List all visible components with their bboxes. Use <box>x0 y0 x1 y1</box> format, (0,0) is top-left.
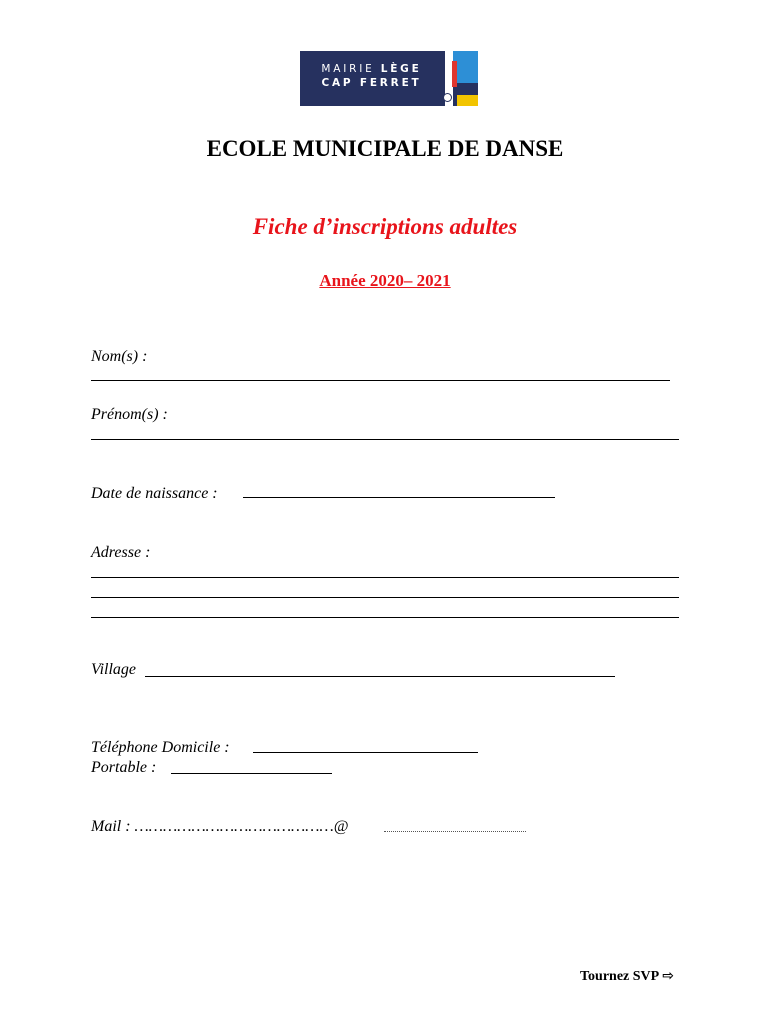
nom-field[interactable] <box>91 380 670 381</box>
adresse-field-line-1[interactable] <box>91 577 679 578</box>
turn-page-note <box>580 968 674 985</box>
turn-page-label: Tournez SVP <box>580 969 660 984</box>
nom-label: Nom(s) : <box>91 348 148 365</box>
mail-label: Mail : ……………………………………@ <box>91 818 349 835</box>
adresse-field-line-3[interactable] <box>91 617 679 618</box>
portable-label: Portable : <box>91 759 157 776</box>
village-label: Village <box>91 661 137 678</box>
village-field[interactable] <box>145 676 615 677</box>
school-year: Année 2020– 2021 <box>319 271 451 290</box>
logo-wordmark <box>300 62 443 90</box>
telephone-field[interactable] <box>253 752 478 753</box>
portable-field[interactable] <box>171 773 332 774</box>
adresse-field-line-2[interactable] <box>91 597 679 598</box>
logo-text-lege: LÈGE <box>380 63 422 75</box>
telephone-label: Téléphone Domicile : <box>91 739 230 756</box>
form-subtitle: Fiche d’inscriptions adultes <box>252 214 518 239</box>
logo-text-mairie: MAIRIE <box>321 63 381 75</box>
prenom-label: Prénom(s) : <box>91 406 168 423</box>
logo-text-cap-ferret: CAP FERRET <box>321 77 422 89</box>
mairie-logo <box>300 51 478 106</box>
logo-graphic-icon <box>443 51 478 106</box>
prenom-field[interactable] <box>91 439 679 440</box>
right-arrow-icon: ⇨ <box>662 968 674 984</box>
date-naissance-field[interactable] <box>243 497 555 498</box>
date-naissance-label: Date de naissance : <box>91 485 218 502</box>
page-title: ECOLE MUNICIPALE DE DANSE <box>206 136 564 161</box>
mail-domain-field[interactable] <box>384 831 526 832</box>
adresse-label: Adresse : <box>91 544 151 561</box>
